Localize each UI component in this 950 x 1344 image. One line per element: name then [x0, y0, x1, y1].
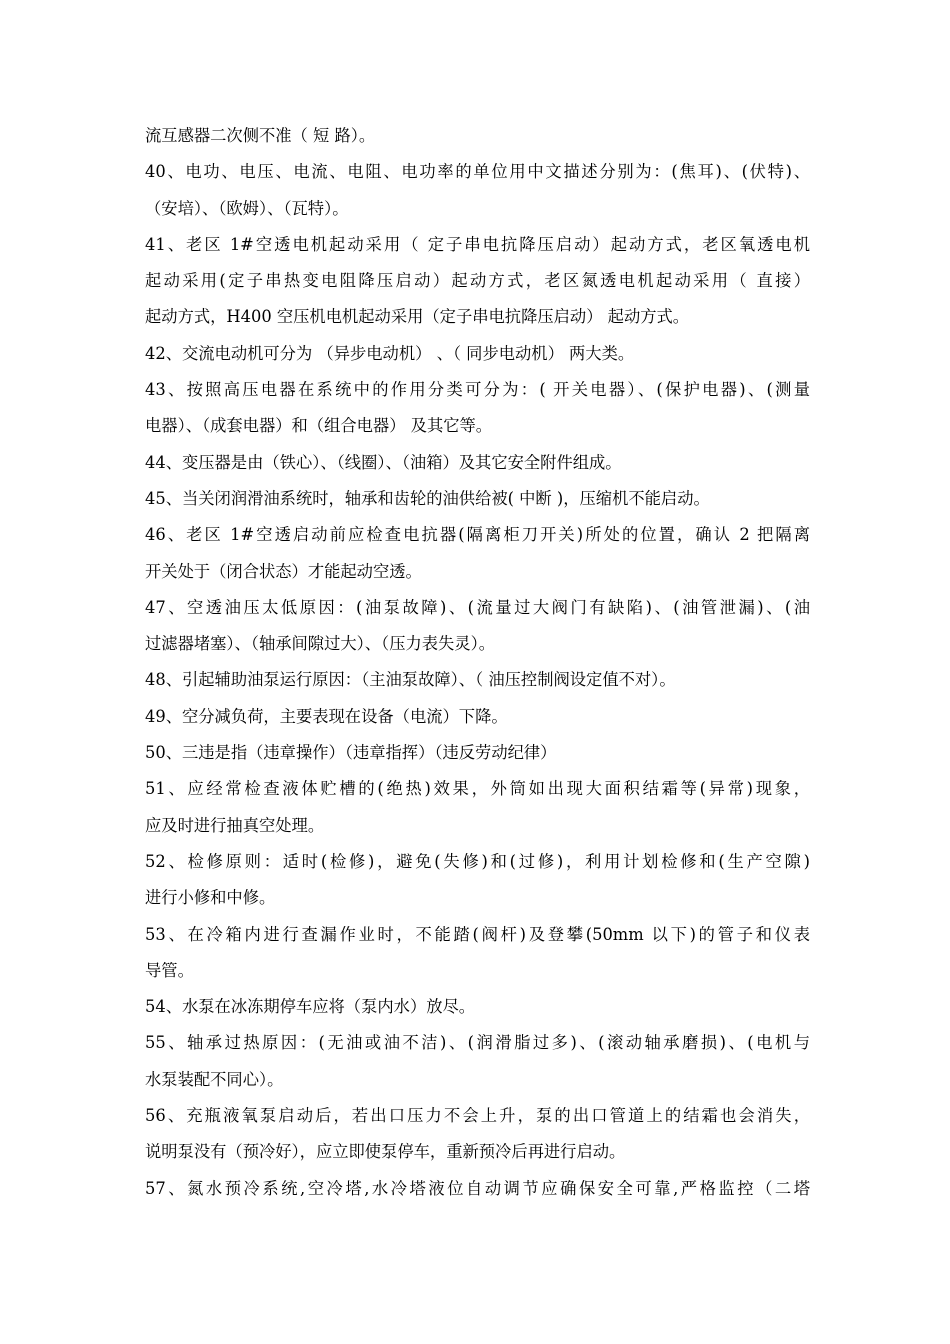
text-line: 51、应经常检查液体贮槽的(绝热)效果，外筒如出现大面积结霜等(异常)现象，	[145, 779, 810, 799]
text-line: 45、当关闭润滑油系统时，轴承和齿轮的油供给被( 中断 )，压缩机不能启动。	[145, 488, 710, 508]
text-line: 55、轴承过热原因：(无油或油不洁)、(润滑脂过多)、(滚动轴承磨损)、(电机与	[145, 1033, 810, 1053]
text-line: 52、检修原则：适时(检修)，避免(失修)和(过修)，利用计划检修和(生产空隙)	[145, 851, 810, 871]
text-line: 49、空分减负荷，主要表现在设备（电流）下降。	[145, 706, 508, 726]
text-line: （安培）、（欧姆）、（瓦特）。	[145, 198, 349, 218]
text-line: 说明泵没有（预冷好），应立即使泵停车，重新预冷后再进行启动。	[145, 1142, 626, 1162]
text-line: 53、在冷箱内进行查漏作业时，不能踏(阀杆)及登攀(50mm 以下)的管子和仪表	[145, 924, 810, 944]
text-line: 应及时进行抽真空处理。	[145, 815, 325, 835]
text-line: 起动采用(定子串热变电阻降压启动）起动方式，老区氮透电机起动采用（ 直接）	[145, 271, 810, 291]
text-line: 进行小修和中修。	[145, 888, 276, 908]
text-line: 54、水泵在冰冻期停车应将（泵内水）放尽。	[145, 997, 476, 1017]
text-line: 流互感器二次侧不准（ 短 路）。	[145, 126, 376, 145]
text-line: 44、变压器是由（铁心）、（线圈）、（油箱）及其它安全附件组成。	[145, 452, 622, 472]
text-line: 47、空透油压太低原因：(油泵故障)、(流量过大阀门有缺陷)、(油管泄漏)、(油	[145, 597, 810, 617]
text-line: 48、引起辅助油泵运行原因：（主油泵故障）、（ 油压控制阀设定值不对）。	[145, 670, 676, 690]
text-line: 50、三违是指（违章操作）（违章指挥）（违反劳动纪律）	[145, 743, 557, 763]
text-line: 开关处于（闭合状态）才能起动空透。	[145, 561, 422, 581]
text-line: 57、氮水预冷系统,空冷塔,水冷塔液位自动调节应确保安全可靠,严格监控（二塔	[145, 1178, 810, 1198]
text-line: 56、充瓶液氧泵启动后，若出口压力不会上升，泵的出口管道上的结霜也会消失，	[145, 1106, 810, 1126]
text-line: 41、老区 1#空透电机起动采用（ 定子串电抗降压启动）起动方式，老区氧透电机	[145, 234, 810, 254]
text-line: 43、按照高压电器在系统中的作用分类可分为：( 开关电器）、(保护电器)、(测量	[145, 380, 810, 400]
text-line: 46、老区 1#空透启动前应检查电抗器(隔离柜刀开关)所处的位置，确认 2 把隔离	[145, 525, 810, 545]
text-line: 起动方式，H400 空压机电机起动采用（定子串电抗降压启动） 起动方式。	[145, 307, 690, 327]
text-line: 水泵装配不同心）。	[145, 1069, 284, 1089]
text-line: 40、电功、电压、电流、电阻、电功率的单位用中文描述分别为：(焦耳)、(伏特)、	[145, 162, 810, 182]
text-line: 导管。	[145, 960, 194, 980]
text-line: 42、交流电动机可分为 （异步电动机） 、（ 同步电动机） 两大类。	[145, 343, 635, 363]
text-line: 过滤器堵塞）、（轴承间隙过大）、（压力表失灵）。	[145, 634, 496, 654]
document-page	[145, 118, 810, 1207]
text-line: 电器）、（成套电器）和（组合电器） 及其它等。	[145, 416, 493, 436]
